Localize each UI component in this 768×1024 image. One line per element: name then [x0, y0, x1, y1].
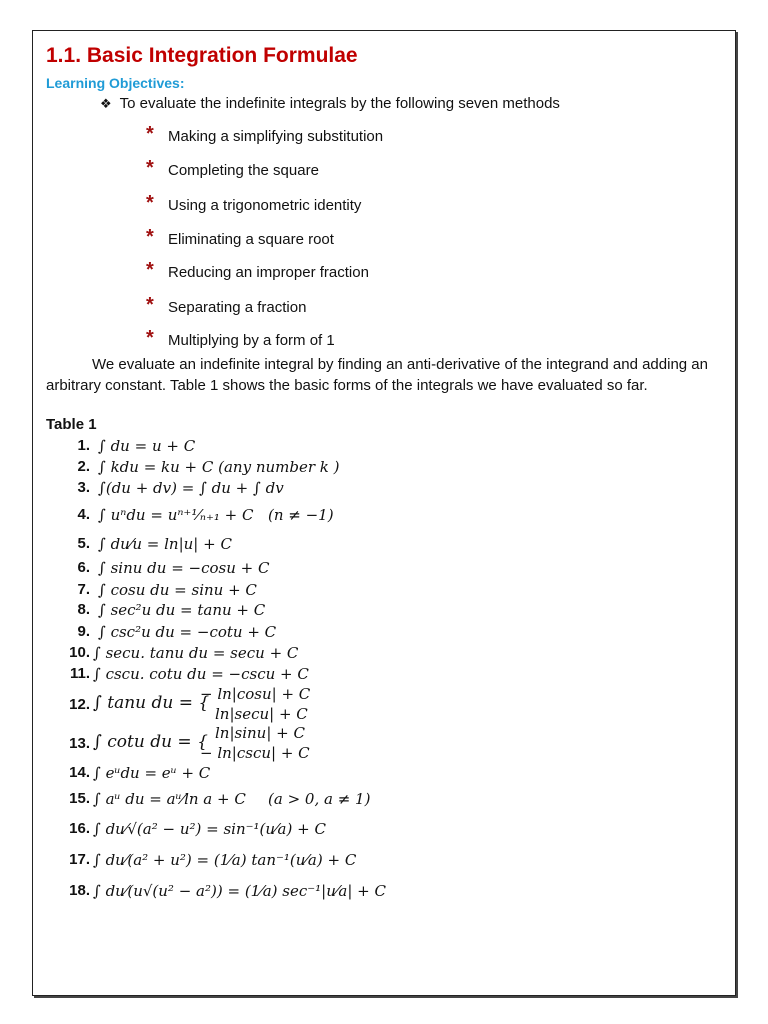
main-objective — [100, 95, 560, 112]
intro-paragraph — [46, 354, 716, 396]
asterisk-bullet-icon: * — [146, 327, 154, 349]
formula-number: 13. — [69, 735, 90, 752]
formula-number: 17. — [69, 851, 90, 868]
intro-paragraph-text: We evaluate an indefinite integral by finding an anti-derivative of the integrand and adding an arbitrary constant. Table 1 shows the basic forms of the integrals we have evaluated so far. — [46, 356, 708, 394]
formula-number: 11. — [69, 665, 90, 682]
formula-expression: ∫ eᵘdu = eᵘ + C — [93, 764, 211, 782]
formula-expression: ∫ sec²u du = tanu + C — [98, 601, 266, 619]
asterisk-bullet-icon: * — [146, 157, 154, 179]
formula-case-1: ln|sinu| + C — [215, 724, 305, 742]
formula-expression: ∫ du⁄√(a² − u²) = sin⁻¹(u⁄a) + C — [93, 820, 326, 838]
formula-case-1: − ln|cosu| + C — [200, 685, 311, 703]
method-text: Eliminating a square root — [168, 231, 334, 248]
asterisk-bullet-icon: * — [146, 123, 154, 145]
asterisk-bullet-icon: * — [146, 226, 154, 248]
formula-number: 12. — [69, 696, 90, 713]
formula-number: 16. — [69, 820, 90, 837]
formula-expression: ∫ sinu du = −cosu + C — [98, 559, 270, 577]
formula-number: 9. — [77, 623, 90, 640]
formula-expression: ∫ secu. tanu du = secu + C — [93, 644, 299, 662]
formula-number: 4. — [77, 506, 90, 523]
asterisk-bullet-icon: * — [146, 294, 154, 316]
method-text: Completing the square — [168, 162, 319, 179]
learning-objectives-heading: Learning Objectives: — [46, 75, 185, 91]
formula-expression: ∫ aᵘ du = aᵘ⁄ln a + C — [93, 790, 246, 808]
formula-case-2: − ln|cscu| + C — [200, 744, 310, 762]
formula-expression: ∫ uⁿdu = uⁿ⁺¹⁄ₙ₊₁ + C — [98, 506, 254, 524]
asterisk-bullet-icon: * — [146, 192, 154, 214]
formula-expression: ∫ cosu du = sinu + C — [98, 581, 257, 599]
formula-condition: (n ≠ −1) — [268, 506, 334, 524]
formula-expression: ∫ cotu du = { — [93, 732, 208, 752]
formula-expression: ∫(du + dv) = ∫ du + ∫ dv — [98, 479, 284, 497]
method-text: Making a simplifying substitution — [168, 128, 384, 145]
formula-number: 18. — [69, 882, 90, 899]
formula-number: 15. — [69, 790, 90, 807]
formula-expression: ∫ csc²u du = −cotu + C — [98, 623, 277, 641]
formula-expression: ∫ du⁄(u√(u² − a²)) = (1⁄a) sec⁻¹|u⁄a| + C — [93, 882, 386, 900]
formula-expression: ∫ du⁄u = ln|u| + C — [98, 535, 232, 553]
formula-expression: ∫ du⁄(a² + u²) = (1⁄a) tan⁻¹(u⁄a) + C — [93, 851, 357, 869]
formula-number: 3. — [77, 479, 90, 496]
diamond-bullet-icon: ❖ — [100, 96, 112, 111]
formula-number: 8. — [77, 601, 90, 618]
formula-number: 10. — [69, 644, 90, 661]
method-text: Separating a fraction — [168, 299, 307, 316]
formula-expression: ∫ du = u + C — [98, 437, 196, 455]
method-text: Multiplying by a form of 1 — [168, 332, 335, 349]
formula-expression: ∫ kdu = ku + C (any number k ) — [98, 458, 340, 476]
formula-number: 6. — [77, 559, 90, 576]
formula-number: 1. — [77, 437, 90, 454]
method-text: Using a trigonometric identity — [168, 197, 362, 214]
formula-number: 5. — [77, 535, 90, 552]
formula-expression: ∫ cscu. cotu du = −cscu + C — [93, 665, 309, 683]
page-title: 1.1. Basic Integration Formulae — [46, 44, 358, 67]
formula-number: 14. — [69, 764, 90, 781]
table-label: Table 1 — [46, 416, 97, 433]
method-text: Reducing an improper fraction — [168, 264, 369, 281]
formula-number: 7. — [77, 581, 90, 598]
formula-condition: (a > 0, a ≠ 1) — [268, 790, 371, 808]
formula-case-2: ln|secu| + C — [215, 705, 308, 723]
asterisk-bullet-icon: * — [146, 259, 154, 281]
main-objective-text: To evaluate the indefinite integrals by the following seven methods — [119, 95, 560, 112]
formula-number: 2. — [77, 458, 90, 475]
formula-expression: ∫ tanu du = { — [93, 693, 210, 713]
